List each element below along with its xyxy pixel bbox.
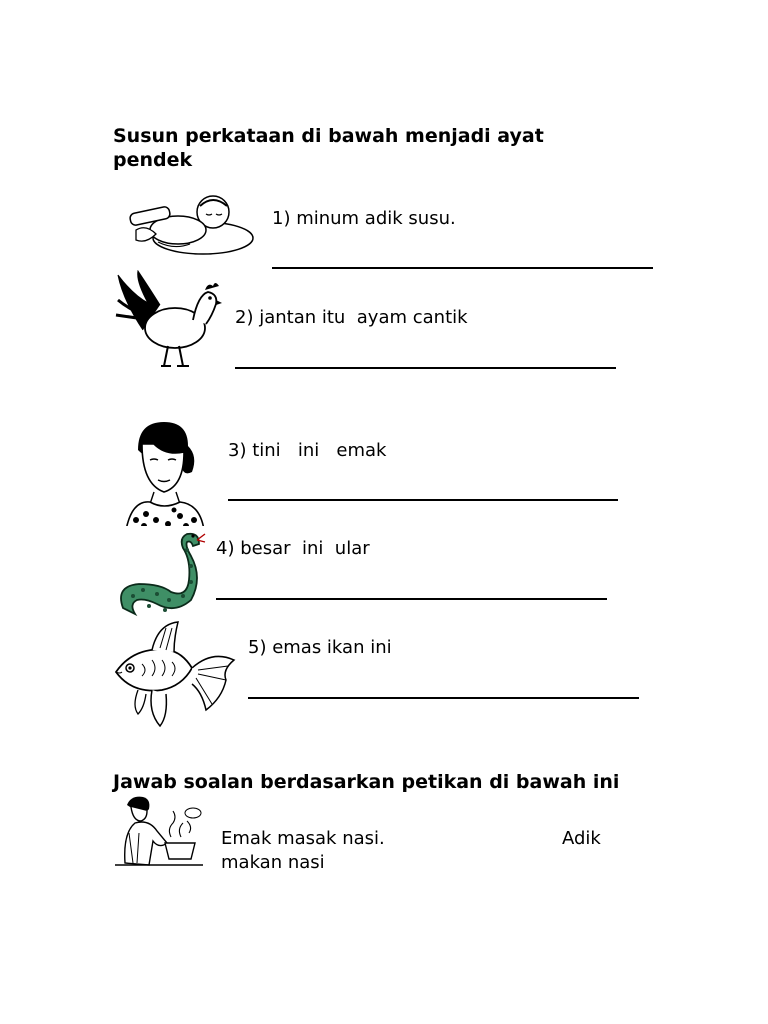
question-1-answer-line[interactable]: [272, 267, 653, 269]
question-3-answer-line[interactable]: [228, 499, 618, 501]
woman-icon: [124, 420, 206, 530]
question-2-text: 2) jantan itu ayam cantik: [235, 307, 468, 328]
question-4-answer-line[interactable]: [216, 598, 607, 600]
section1-heading: [113, 124, 544, 172]
passage-line1-part1: Emak masak nasi.: [221, 828, 385, 849]
question-2-answer-line[interactable]: [235, 367, 616, 369]
question-1-text: 1) minum adik susu.: [272, 208, 456, 229]
question-5-text: 5) emas ikan ini: [248, 637, 392, 658]
section1-heading-line1: Susun perkataan di bawah menjadi ayat: [113, 125, 544, 147]
mother-cooking-icon: [113, 793, 205, 869]
passage-line1-part2: Adik: [562, 828, 601, 849]
baby-drinking-milk-icon: [118, 190, 258, 262]
section1-heading-line2: pendek: [113, 149, 193, 171]
snake-icon: [113, 526, 208, 621]
passage-line2: makan nasi: [221, 852, 325, 873]
section2-heading: Jawab soalan berdasarkan petikan di bawah ini: [113, 771, 620, 793]
goldfish-icon: [112, 620, 237, 732]
question-5-answer-line[interactable]: [248, 697, 639, 699]
question-4-text: 4) besar ini ular: [216, 538, 370, 559]
rooster-icon: [113, 270, 223, 375]
question-3-text: 3) tini ini emak: [228, 440, 387, 461]
